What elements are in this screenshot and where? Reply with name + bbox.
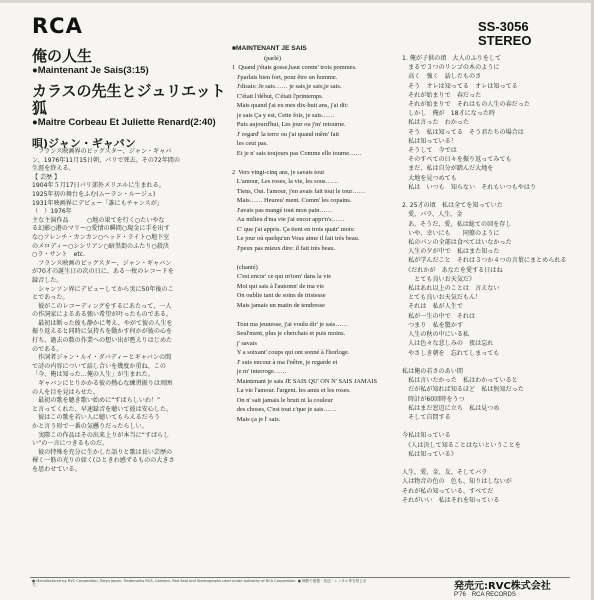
copyright-notice: ● Manufactured by RVC Corporation, Tokyo Japan. Trademarks RCA, Camden, Red Seal and Stereographs used under authority of RCA Corporation. ● 無断で複製・放送・レンタル等を禁じます。 xyxy=(32,579,367,588)
year-label-line: P'76 RCA RECORDS xyxy=(454,592,516,598)
stereo-label: STEREO xyxy=(478,33,532,48)
french-lyrics xyxy=(232,44,392,424)
title-1-french: ●Maintenant Je Sais(3:15) xyxy=(32,65,149,76)
song-titles xyxy=(32,48,232,151)
paper-edge-top xyxy=(0,0,594,3)
french-lyrics-body: (parlé) 1 Quand j'étais gosse,haut comm' trois pommes. J'parlais bien fort, pour être un homme. J'disais: Je sais…… je sais,je sais,je sais. C'était l'début, C'était l'printemps. Mais quand j'ai eu mes dix-huit ans, j'ai dit: je sais Ça y est, Cette fois, je sais…… Puis aujourd'hui, Les jour ou j'm' retourne. J' regard' la terre ou j'ai quand mêm' fait les ceut pas. Et je n' sais toujours pas Comme elle tourne…… 2 Vers vingt-cinq ans, je savais tout L'amour, Les roses, la vie, les sous…… Tiens, Oui. l'amour, j'en avais fait tout le tour…… Mais…… Heureu' ment. Comm' les copains. J'avais pas mangé tout mon pain…… Au milieu d'ma vie j'ai encor appr'n's…… C' que j'ai appris. Ça tient en trois quatr' mots: Le jour où quelqu'un Vous aime il fait très beau. J'peux pas mieux dire: il fait très beau. (chanté) C'est encor' ce qui m'tom' dans la vie Moi qui sais à l'automn' de ma vie On oublie tant de soins de tristesse Mais jamais un matin de tendresse Tout ma jeunesse, j'ai voulu dir' je sais…… Seul'ment, plus je cherchais et puis moins. j' savais Y a soixant' coups qui ont sonné à l'horloge. J' suis encour à ma f'nêtre, je regarde et je m' interroge…… Maintenant je sais JE SAIS QU' ON N' SAIS JAMAIS La vie l'amour. l'argent. les amis et les roses. On n' sait jamais le bruit ni la couleur des choses, C'est tout c'que je sais…… Mais ça je l' sais. xyxy=(232,54,378,423)
publisher-name: 発売元:RVC株式会社 xyxy=(454,581,551,592)
title-1-japanese: 俺の人生 xyxy=(32,47,93,65)
japanese-lyrics: 1. 俺が子供の頃 大人のふりをして まるで３つのリンゴの木のように 高く 強く 話したものさ そう オレは知ってる オレは知ってる それが始まりで 春だった それが始まりで それはもの人生の春だった しかし 俺が 18才になった時 私は言った わかった そう 私は知ってる そう君たちの場合は 私は知っている！ そうして 今では そのすべての日々を振り返ってみても まだ、私は自分が踏んだ大地を 大地を見つめても 私は いつも 知らない それもいつもやはり 2. 25才の頃 私は全てを知っていた 愛、バラ、人生、金 あ、そうだ、愛、私は総ての回を存し いや、幸いにも 同僚のように 私のパンの全部は食べてはいなかった 人生の夕が中で 私はまた知った 私が学んだこと それは３つか４つの言葉にまとめられる 《だれかが あなたを愛する日はね とても良いお天気だ》 私はあれ以上のことは 言えない とても良いお天気だもん！ それは 私が人生で 私が一生の中で それは つまり 私を驚かす 人生の秋の中にいる私 人は色々な悲しみの 夜は忘れ やさしき朝を 忘れてしまっても 私は俺の若さのあい間 私は言いたかった 私はわかっていると だが私が知れば知るほど 私は無知だった 時計が60回時をうつ 私はまだ窓辺に立ち 私は見つめ そして自問する 今私は知っている 《人は決して知ることはないということを 私は知っている》 人生、愛、金、友、そしてバラ 人は物音の色の 色も、知りはしないが それが私の知っている、すべてだ それがいい 私はそれを知っている xyxy=(402,55,567,504)
title-2-japanese: カラスの先生とジュリエット狐 xyxy=(32,82,226,117)
biography-text: フランス映画界のビッグスター、ジャン・ギャバ ン、1976年11月15日朝、パリで死去。その72年間の 生涯を終える。 【 芸歴 】 1904年５月17日パリ郊外メリエルに生まれる。 1925年初の舞台をふむ(ムーラン・ルージュ) 1931年映画界にデビュー「誰にもチャンスが」 （ ）1976年 主な主演作品 ○地の果てを行く○たいやな る幻影○港のマリー○愛情の瞬間○現金に手を出す な○フレンチ・カンカン○ヘッド・ライト○地下室 のメロディー○シシリアン○暗黒街のふたり○殺決 ○ラ・サント etc. フランス映画のビッグスター、ジャン・ギャバン が70才の誕生日の次の日に、ある一枚のレコードを 録音した。 シャンソン界にデビューしてから実に50年後のこ とであった。 彼がこのレコーディングをするにあたって、一人 の作詞家によるある強い希望が叶ったものである。 最初は断った彼も静かに考え、やがて彼の人生を 振り返えると同時に気持ちを動かす何かが彼の心を 打ち、過去の数の作業への想い出が甦えりはじめた のである。 作詞者ジャン・ルイ・ダバディーとギャバンの間 で詩の内容について話し合いを幾度か重ね、この 「今、俺は知った…俺の人生」が生まれた。 ギャバンにとりかかる彼の熱心な練習振りは周囲 の人を目を見はらせた。 最初の歌を聴き歌い始めに“すばらしいわ！” と言ってくれた、早速録音を聴いて彼は安心した。 彼はこの歌を若い人に聴いてもらえるだろう かと言う形で一番の気懸りだったらしい。 実際この作品はその出来上りが本当に“すばらし い”の一言につきるものだ。 彼の特殊を充分に生かした語りと歌は長い芸歴の 裸く一筋の光りの如く(ひときわ感ずるものの大きさ を思わせている。 xyxy=(32,148,180,473)
catalog-number-block xyxy=(478,20,531,48)
catalog-number: SS-3056 xyxy=(478,19,529,34)
singer-credit: 唄)ジャン・ギャバン xyxy=(32,137,136,150)
french-lyrics-heading: ■MAINTENANT JE SAIS xyxy=(232,45,307,52)
rca-logo: RCA xyxy=(32,14,83,38)
title-2-french: ●Maitre Corbeau Et Juliette Renard(2:40) xyxy=(32,117,216,128)
